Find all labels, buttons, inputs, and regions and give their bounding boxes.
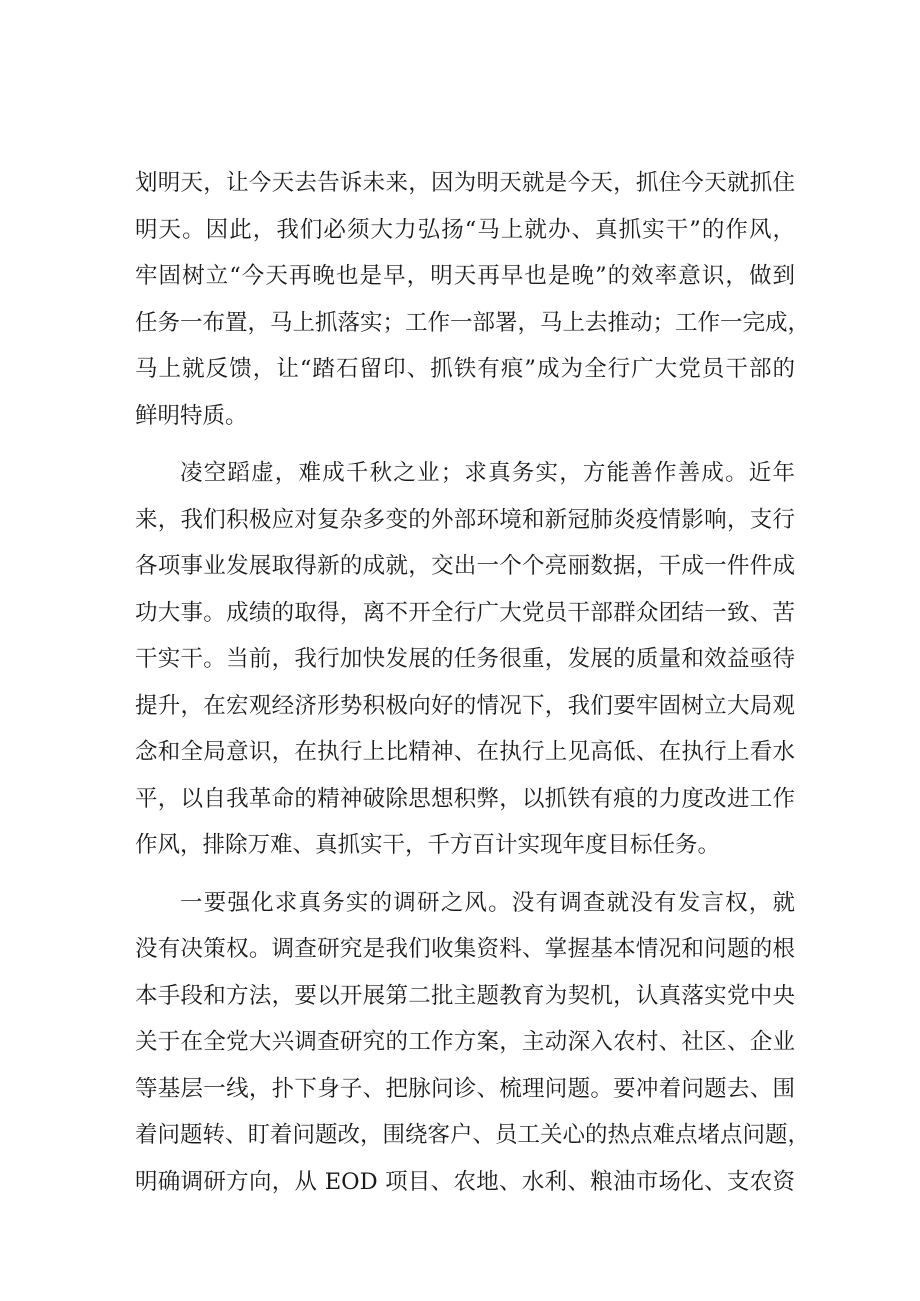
paragraph-line: 着问题转、盯着问题改，围绕客户、员工关心的热点难点堵点问题， xyxy=(135,1122,811,1148)
paragraph-line: 划明天，让今天去告诉未来，因为明天就是今天，抓住今天就抓住 xyxy=(135,170,795,196)
paragraph-line: 牢固树立“今天再晚也是早，明天再早也是晚”的效率意识，做到 xyxy=(135,263,795,289)
paragraph-line: 关于在全党大兴调查研究的工作方案，主动深入农村、社区、企业 xyxy=(135,1029,795,1055)
paragraph-line: 念和全局意识，在执行上比精神、在执行上见高低、在执行上看水 xyxy=(135,739,795,765)
paragraph-line: 鲜明特质。 xyxy=(135,402,248,429)
document-body xyxy=(135,160,811,1205)
paragraph-line: 任务一布置，马上抓落实；工作一部署，马上去推动；工作一完成， xyxy=(135,309,811,336)
paragraph-line: 马上就反馈，让“踏石留印、抓铁有痕”成为全行广大党员干部的 xyxy=(135,356,795,382)
paragraph-gap xyxy=(135,439,795,450)
paragraph-line: 提升，在宏观经济形势积极向好的情况下，我们要牢固树立大局观 xyxy=(135,692,795,719)
paragraph-line: 来，我们积极应对复杂多变的外部环境和新冠肺炎疫情影响，支行 xyxy=(135,506,795,533)
paragraph-2 xyxy=(135,450,795,869)
paragraph-line: 明天。因此，我们必须大力弘扬“马上就办、真抓实干”的作风， xyxy=(135,216,795,243)
paragraph-line: 作风，排除万难、真抓实干，千方百计实现年度目标任务。 xyxy=(135,832,721,858)
paragraph-line: 明确调研方向，从 EOD 项目、农地、水利、粮油市场化、支农资 xyxy=(135,1168,795,1195)
paragraph-line: 各项事业发展取得新的成就，交出一个个亮丽数据，干成一件件成 xyxy=(135,553,795,579)
paragraph-line: 功大事。成绩的取得，离不开全行广大党员干部群众团结一致、苦 xyxy=(135,599,795,626)
paragraph-line: 干实干。当前，我行加快发展的任务很重，发展的质量和效益亟待 xyxy=(135,646,795,672)
paragraph-line: 本手段和方法，要以开展第二批主题教育为契机，认真落实党中央 xyxy=(135,982,795,1009)
paragraph-line: 平，以自我革命的精神破除思想积弊，以抓铁有痕的力度改进工作 xyxy=(135,785,795,812)
paragraph-line: 没有决策权。调查研究是我们收集资料、掌握基本情况和问题的根 xyxy=(135,936,795,962)
paragraph-1 xyxy=(135,160,811,439)
paragraph-3 xyxy=(135,880,811,1206)
paragraph-gap xyxy=(135,869,795,880)
paragraph-line: 凌空蹈虚，难成千秋之业；求真务实，方能善作善成。近年 xyxy=(180,460,795,486)
paragraph-line: 等基层一线，扑下身子、把脉问诊、梳理问题。要冲着问题去、围 xyxy=(135,1075,795,1102)
paragraph-line: 一要强化求真务实的调研之风。没有调查就没有发言权，就 xyxy=(180,889,795,916)
